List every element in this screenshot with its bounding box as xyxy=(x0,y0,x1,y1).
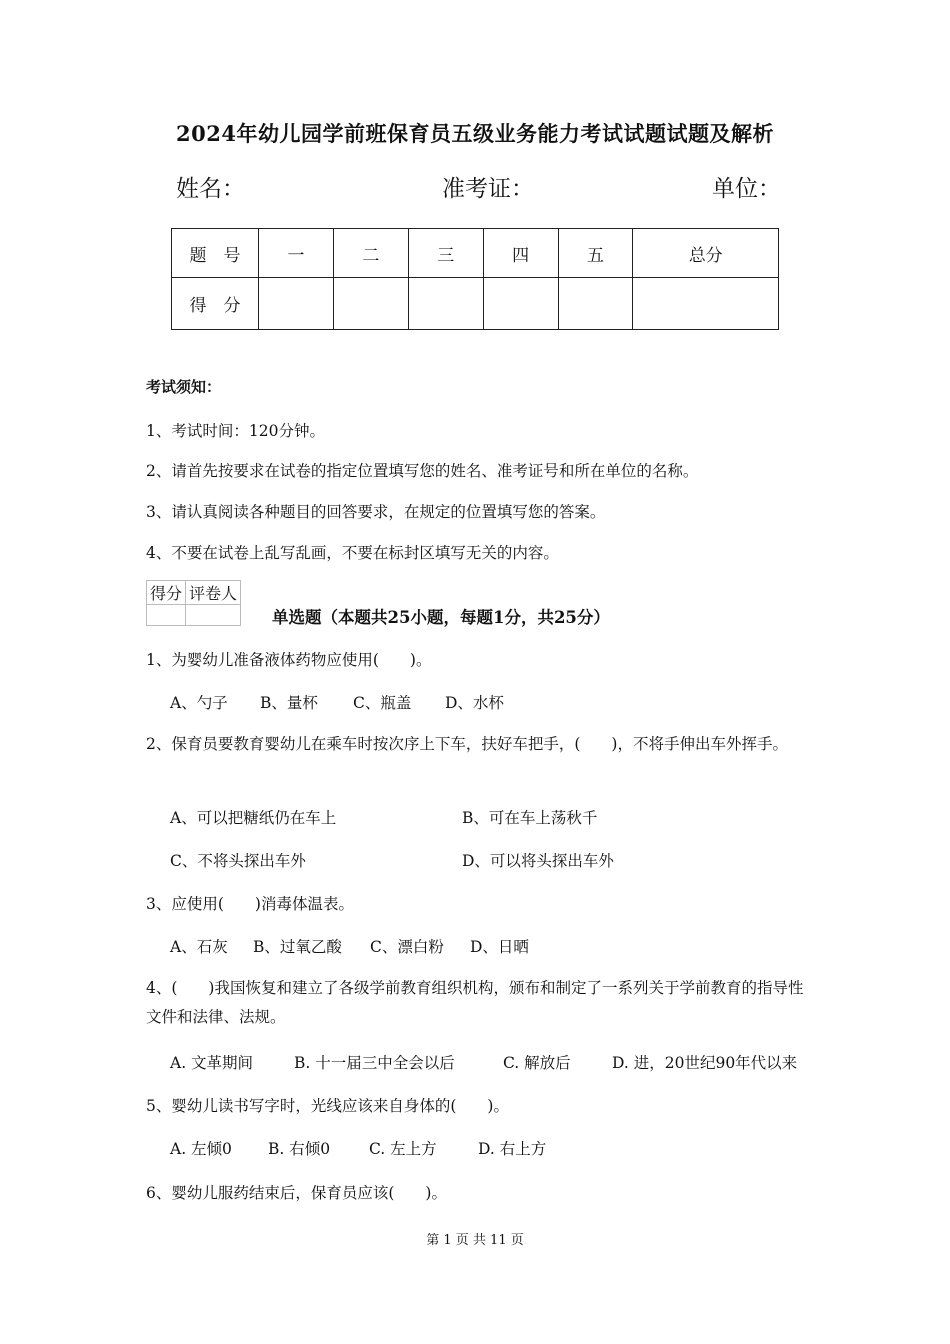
name-label: 姓名： xyxy=(176,176,245,202)
score-cell[interactable] xyxy=(333,278,408,330)
question-text: 3、应使用( )消毒体温表。 xyxy=(146,895,354,913)
score-table-header: 一 xyxy=(259,229,334,278)
question-text: 4、( )我国恢复和建立了各级学前教育组织机构，颁布和制定了一系列关于学前教育的指导性文件和法律、法规。 xyxy=(146,979,804,1026)
option: D. 进，20世纪90年代以来 xyxy=(612,1054,798,1072)
score-table-header: 二 xyxy=(333,229,408,278)
notice-heading: 考试须知： xyxy=(146,378,222,396)
option: D、水杯 xyxy=(445,694,504,712)
option: C、漂白粉 xyxy=(370,938,444,956)
option: A. 文革期间 xyxy=(170,1054,254,1072)
section-heading: 单选题（本题共25小题，每题1分，共25分） xyxy=(272,608,610,627)
score-cell[interactable] xyxy=(558,278,633,330)
option: B、量杯 xyxy=(260,694,318,712)
grader-box-score-cell[interactable] xyxy=(147,605,186,626)
unit-label: 单位： xyxy=(712,176,781,202)
option: C. 解放后 xyxy=(503,1054,571,1072)
option: D、日晒 xyxy=(470,938,529,956)
notice-item: 3、请认真阅读各种题目的回答要求，在规定的位置填写您的答案。 xyxy=(146,503,606,521)
option: D、可以将头探出车外 xyxy=(462,852,614,870)
grader-box-score-label: 得分 xyxy=(147,581,186,605)
option: D. 右上方 xyxy=(478,1140,547,1158)
option: C. 左上方 xyxy=(369,1140,437,1158)
score-table-header: 五 xyxy=(558,229,633,278)
score-table-header: 四 xyxy=(483,229,558,278)
grader-box xyxy=(146,580,241,626)
score-cell[interactable] xyxy=(259,278,334,330)
score-table-score-row xyxy=(172,278,779,330)
score-cell[interactable] xyxy=(483,278,558,330)
option: C、不将头探出车外 xyxy=(170,852,306,870)
page-footer: 第 1 页 共 11 页 xyxy=(426,1233,524,1248)
notice-item: 4、不要在试卷上乱写乱画，不要在标封区填写无关的内容。 xyxy=(146,544,559,562)
option: B、可在车上荡秋千 xyxy=(462,809,598,827)
option: C、瓶盖 xyxy=(353,694,412,712)
score-table-header: 总分 xyxy=(633,229,779,278)
score-table-header-row xyxy=(172,229,779,278)
question-text: 1、为婴幼儿准备液体药物应使用( )。 xyxy=(146,651,432,669)
score-table-header: 题 号 xyxy=(172,229,259,278)
notice-item: 1、考试时间：120分钟。 xyxy=(146,422,325,440)
question-text: 2、保育员要教育婴幼儿在乘车时按次序上下车，扶好车把手，( )，不将手伸出车外挥手。 xyxy=(146,735,788,753)
grader-box-grader-label: 评卷人 xyxy=(186,581,241,605)
page-title: 2024年幼儿园学前班保育员五级业务能力考试试题试题及解析 xyxy=(176,121,774,146)
option: B. 十一届三中全会以后 xyxy=(294,1054,455,1072)
option: B. 右倾0 xyxy=(268,1140,331,1158)
question-text: 5、婴幼儿读书写字时，光线应该来自身体的( )。 xyxy=(146,1097,509,1115)
question-text: 6、婴幼儿服药结束后，保育员应该( )。 xyxy=(146,1184,447,1202)
score-cell[interactable] xyxy=(408,278,483,330)
notice-item: 2、请首先按要求在试卷的指定位置填写您的姓名、准考证号和所在单位的名称。 xyxy=(146,462,699,480)
score-table-header: 三 xyxy=(408,229,483,278)
score-table xyxy=(171,228,779,330)
exam-id-label: 准考证： xyxy=(442,176,534,202)
option: A、石灰 xyxy=(170,938,228,956)
grader-box-grader-cell[interactable] xyxy=(186,605,241,626)
option: A. 左倾0 xyxy=(170,1140,232,1158)
option: A、可以把糖纸仍在车上 xyxy=(170,809,337,827)
score-row-label: 得 分 xyxy=(172,278,259,330)
score-cell[interactable] xyxy=(633,278,779,330)
option: A、勺子 xyxy=(170,694,228,712)
option: B、过氧乙酸 xyxy=(253,938,342,956)
